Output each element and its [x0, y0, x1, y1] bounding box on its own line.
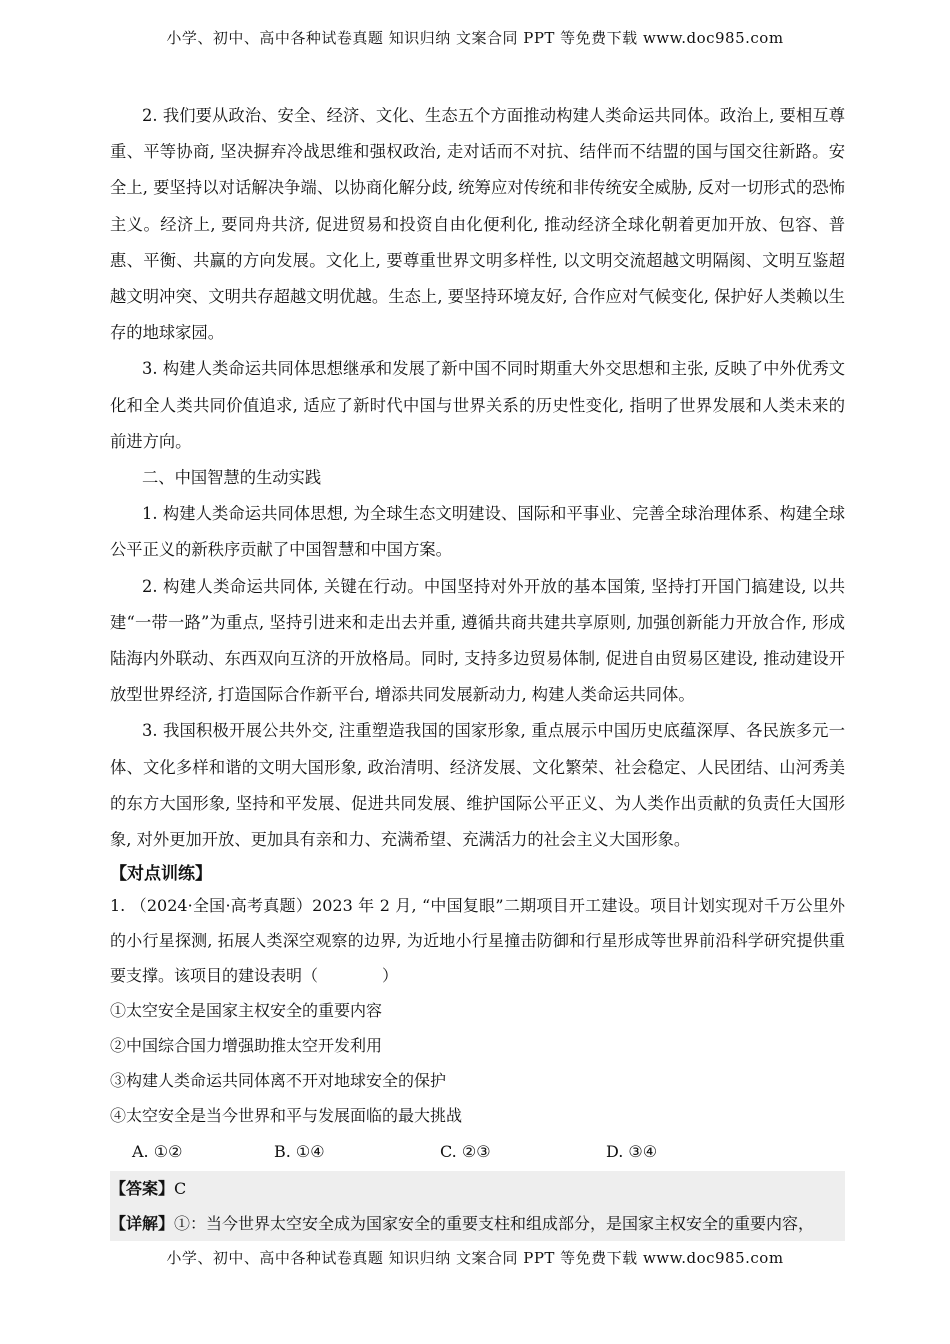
section-title: 二、中国智慧的生动实践: [142, 468, 322, 488]
choice-a: A. ①②: [132, 1142, 183, 1162]
answer-value: C: [174, 1179, 187, 1199]
document-body: [110, 98, 845, 1241]
choice-c: C. ②③: [440, 1142, 491, 1162]
option-2: ②中国综合国力增强助推太空开发利用: [110, 1036, 383, 1056]
paragraph-thought-heritage: 3. 构建人类命运共同体思想继承和发展了新中国不同时期重大外交思想和主张, 反映了中外优秀文化和全人类共同价值追求, 适应了新时代中国与世界关系的历史性变化, 指明了世界发展和人类未来的前进方向。: [110, 359, 845, 451]
detail-label: 【详解】: [110, 1214, 175, 1234]
answer-box: [110, 1171, 845, 1241]
paragraph-action: 2. 构建人类命运共同体, 关键在行动。中国坚持对外开放的基本国策, 坚持打开国门搞建设, 以共建“一带一路”为重点, 坚持引进来和走出去并重, 遵循共商共建共享原则, 加强创新能力开放合作, 形成陆海内外联动、东西双向互济的开放格局。同时, 支持多边贸易体制, 促进自由贸易区建设, 推动建设开放型世界经济, 打造国际合作新平台, 增添共同发展新动力, 构建人类命运共同体。: [110, 576, 845, 705]
paragraph-politics-security: 2. 我们要从政治、安全、经济、文化、生态五个方面推动构建人类命运共同体。政治上, 要相互尊重、平等协商, 坚决摒弃冷战思维和强权政治, 走对话而不对抗、结伴而不结盟的国与国交往新路。安全上, 要坚持以对话解决争端、以协商化解分歧, 统筹应对传统和非传统安全威胁, 反对一切形式的恐怖主义。经济上, 要同舟共济, 促进贸易和投资自由化便利化, 推动经济全球化朝着更加开放、包容、普惠、平衡、共赢的方向发展。文化上, 要尊重世界文明多样性, 以文明交流超越文明隔阂、文明互鉴超越文明冲突、文明共存超越文明优越。生态上, 要坚持环境友好, 合作应对气候变化, 保护好人类赖以生存的地球家园。: [110, 106, 845, 343]
choice-b: B. ①④: [274, 1142, 325, 1162]
answer-row: [110, 1171, 845, 1206]
option-3: ③构建人类命运共同体离不开对地球安全的保护: [110, 1071, 447, 1091]
option-1: ①太空安全是国家主权安全的重要内容: [110, 1001, 383, 1021]
detail-row: [110, 1206, 845, 1241]
question-stem: 1. （2024·全国·高考真题）2023 年 2 月, “中国复眼”二期项目开工建设。项目计划实现对千万公里外的小行星探测, 拓展人类深空观察的边界, 为近地小行星撞击防御和行星形成等世界前沿科学研究提供重要支撑。该项目的建设表明（ ）: [110, 896, 845, 986]
page-header: 小学、初中、高中各种试卷真题 知识归纳 文案合同 PPT 等免费下载 www.doc985.com: [166, 29, 784, 47]
answer-choices: [110, 1134, 845, 1169]
paragraph-public-diplomacy: 3. 我国积极开展公共外交, 注重塑造我国的国家形象, 重点展示中国历史底蕴深厚、各民族多元一体、文化多样和谐的文明大国形象, 政治清明、经济发展、文化繁荣、社会稳定、人民团结、山河秀美的东方大国形象, 坚持和平发展、促进共同发展、维护国际公平正义、为人类作出贡献的负责任大国形象, 对外更加开放、更加具有亲和力、充满希望、充满活力的社会主义大国形象。: [110, 721, 845, 850]
paragraph-chinese-wisdom: 1. 构建人类命运共同体思想, 为全球生态文明建设、国际和平事业、完善全球治理体系、构建全球公平正义的新秩序贡献了中国智慧和中国方案。: [110, 504, 845, 560]
answer-label: 【答案】: [110, 1179, 175, 1199]
choice-d: D. ③④: [606, 1142, 658, 1162]
page-footer: 小学、初中、高中各种试卷真题 知识归纳 文案合同 PPT 等免费下载 www.doc985.com: [166, 1249, 784, 1267]
detail-text: ①：当今世界太空安全成为国家安全的重要支柱和组成部分，是国家主权安全的重要内容，: [174, 1214, 815, 1234]
option-4: ④太空安全是当今世界和平与发展面临的最大挑战: [110, 1106, 463, 1126]
training-title: 【对点训练】: [110, 864, 212, 885]
